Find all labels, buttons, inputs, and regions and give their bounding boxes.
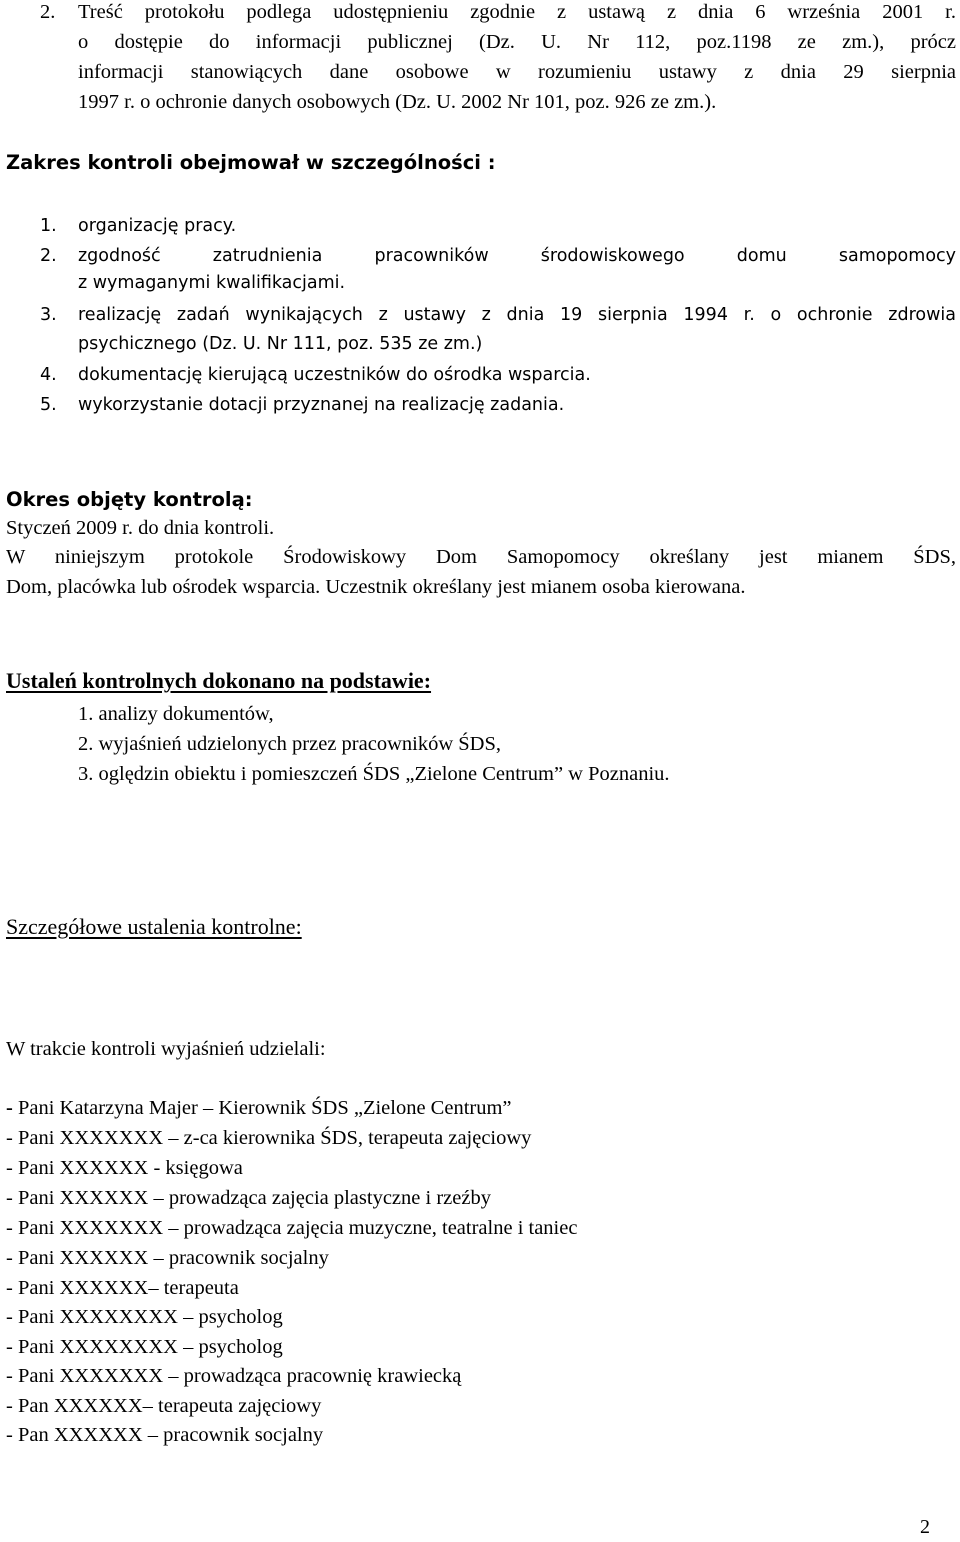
person-row-9 xyxy=(6,1332,283,1362)
person-text: Pani XXXXXXX – prowadząca zajęcia muzyczne, teatralne i taniec xyxy=(12,1217,578,1239)
person-text: Pani XXXXXX – prowadząca zajęcia plastyczne i rzeźby xyxy=(12,1187,491,1209)
basis-heading: Ustaleń kontrolnych dokonano na podstawie: xyxy=(6,668,432,693)
person-dash: - xyxy=(6,1306,13,1328)
person-text: Pani XXXXXXX – prowadząca pracownię krawiecką xyxy=(12,1365,462,1387)
person-dash: - xyxy=(6,1157,13,1179)
scope-item-4-text: dokumentację kierującą uczestników do ośrodka wsparcia. xyxy=(78,365,591,385)
intro-number: 2. xyxy=(40,1,56,23)
person-dash: - xyxy=(6,1277,13,1299)
explainers-intro: W trakcie kontroli wyjaśnień udzielali: xyxy=(6,1038,326,1060)
basis-item-3: 3. oględzin obiektu i pomieszczeń ŚDS „Zielone Centrum” w Poznaniu. xyxy=(78,763,670,785)
scope-item-5-number: 5. xyxy=(40,395,57,415)
period-line-3: Dom, placówka lub ośrodek wsparcia. Uczestnik określany jest mianem osoba kierowana. xyxy=(6,576,746,598)
person-text: Pan XXXXXX– terapeuta zajęciowy xyxy=(12,1395,322,1417)
intro-line-2: o dostępie do informacji publicznej (Dz. U. Nr 112, poz.1198 ze zm.), prócz xyxy=(78,31,956,53)
person-row-8 xyxy=(6,1302,283,1332)
person-row-6 xyxy=(6,1243,329,1273)
period-line-2: W niniejszym protokole Środowiskowy Dom Samopomocy określany jest mianem ŚDS, xyxy=(6,546,956,568)
period-heading: Okres objęty kontrolą: xyxy=(6,488,253,511)
person-text: Pani XXXXXX - księgowa xyxy=(12,1157,243,1179)
person-dash: - xyxy=(6,1336,13,1358)
intro-line-1: Treść protokołu podlega udostępnieniu zgodnie z ustawą z dnia 6 września 2001 r. xyxy=(78,1,956,23)
person-text: Pani XXXXXX– terapeuta xyxy=(12,1277,239,1299)
person-dash: - xyxy=(6,1395,13,1417)
person-dash: - xyxy=(6,1187,13,1209)
person-dash: - xyxy=(6,1247,13,1269)
person-dash: - xyxy=(6,1365,13,1387)
person-row-4 xyxy=(6,1183,491,1213)
person-text: Pani Katarzyna Majer – Kierownik ŚDS „Zielone Centrum” xyxy=(12,1097,512,1119)
scope-item-5-text: wykorzystanie dotacji przyznanej na realizację zadania. xyxy=(78,395,565,415)
scope-heading: Zakres kontroli obejmował w szczególności : xyxy=(6,151,496,174)
person-text: Pani XXXXXX – pracownik socjalny xyxy=(12,1247,329,1269)
period-line-1: Styczeń 2009 r. do dnia kontroli. xyxy=(6,517,275,539)
person-text: Pani XXXXXXXX – psycholog xyxy=(12,1306,283,1328)
scope-item-2-text-line-2: z wymaganymi kwalifikacjami. xyxy=(78,273,346,293)
person-row-12 xyxy=(6,1420,323,1450)
person-dash: - xyxy=(6,1097,13,1119)
scope-item-3-number: 3. xyxy=(40,305,57,325)
basis-item-2: 2. wyjaśnień udzielonych przez pracowników ŚDS, xyxy=(78,733,501,755)
intro-line-4: 1997 r. o ochronie danych osobowych (Dz. U. 2002 Nr 101, poz. 926 ze zm.). xyxy=(78,91,717,113)
person-dash: - xyxy=(6,1217,13,1239)
intro-line-3: informacji stanowiących dane osobowe w rozumieniu ustawy z dnia 29 sierpnia xyxy=(78,61,956,83)
person-row-2 xyxy=(6,1123,531,1153)
scope-item-2-number: 2. xyxy=(40,246,57,266)
person-row-10 xyxy=(6,1361,461,1391)
scope-item-4-number: 4. xyxy=(40,365,57,385)
basis-item-1: 1. analizy dokumentów, xyxy=(78,703,274,725)
person-row-5 xyxy=(6,1213,577,1243)
details-heading: Szczegółowe ustalenia kontrolne: xyxy=(6,914,302,939)
person-text: Pani XXXXXXXX – psycholog xyxy=(12,1336,283,1358)
person-row-3 xyxy=(6,1153,243,1183)
person-text: Pan XXXXXX – pracownik socjalny xyxy=(12,1424,324,1446)
person-row-11 xyxy=(6,1391,321,1421)
person-row-1 xyxy=(6,1093,512,1123)
scope-item-1-number: 1. xyxy=(40,216,57,236)
page-number: 2 xyxy=(920,1516,930,1538)
person-dash: - xyxy=(6,1127,13,1149)
scope-item-3-text-line-1: realizację zadań wynikających z ustawy z dnia 19 sierpnia 1994 r. o ochronie zdrowia xyxy=(78,305,956,325)
person-text: Pani XXXXXXX – z-ca kierownika ŚDS, terapeuta zajęciowy xyxy=(12,1127,532,1149)
person-row-7 xyxy=(6,1273,239,1303)
scope-item-1-text: organizację pracy. xyxy=(78,216,237,236)
person-dash: - xyxy=(6,1424,13,1446)
scope-item-3-text-line-2: psychicznego (Dz. U. Nr 111, poz. 535 ze zm.) xyxy=(78,334,483,354)
scope-item-2-text-line-1: zgodność zatrudnienia pracowników środowiskowego domu samopomocy xyxy=(78,246,956,266)
